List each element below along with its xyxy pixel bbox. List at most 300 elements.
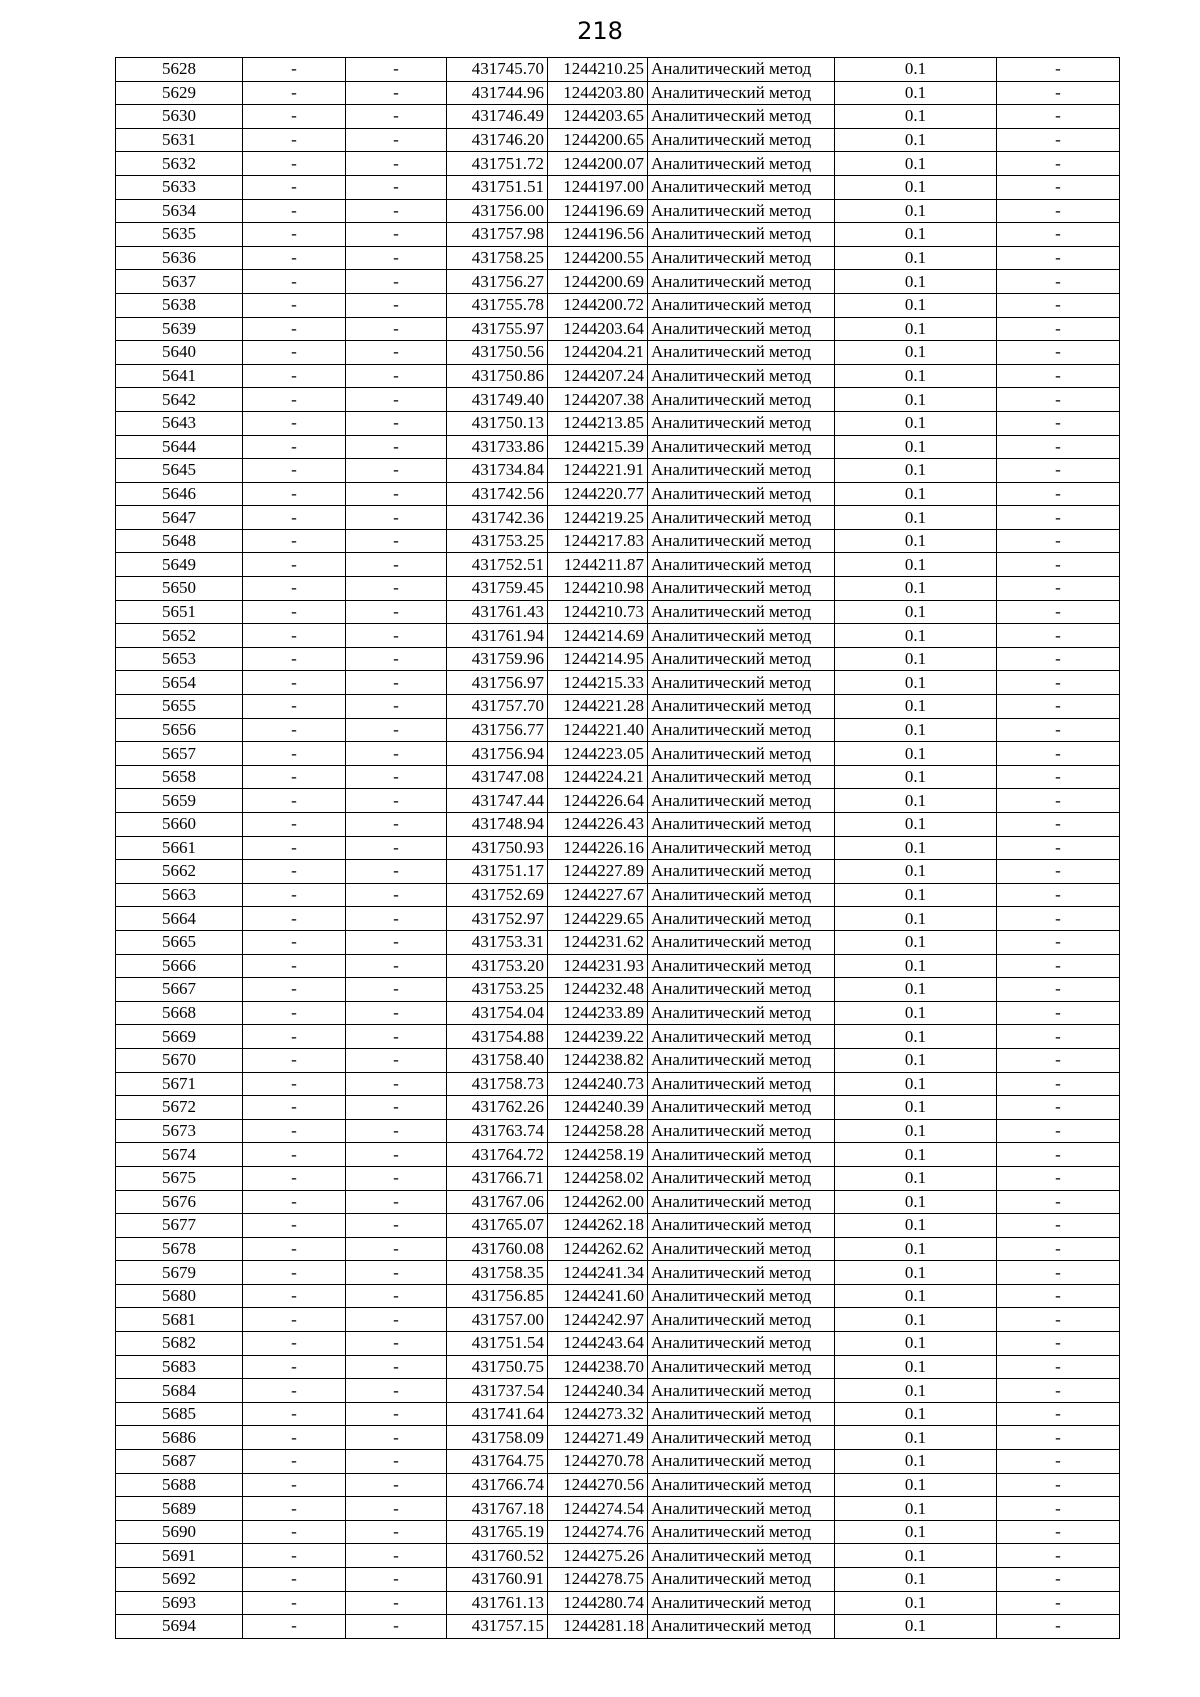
table-row <box>116 1332 1120 1356</box>
y-coordinate-cell: 1244200.69 <box>548 270 648 294</box>
accuracy-cell: 0.1 <box>835 364 997 388</box>
table-row <box>116 317 1120 341</box>
y-coordinate-cell: 1244207.24 <box>548 364 648 388</box>
empty-cell: - <box>346 364 447 388</box>
accuracy-cell: 0.1 <box>835 1473 997 1497</box>
table-row <box>116 1520 1120 1544</box>
accuracy-cell: 0.1 <box>835 1048 997 1072</box>
point-number-cell: 5693 <box>116 1591 243 1615</box>
point-number-cell: 5628 <box>116 58 243 82</box>
x-coordinate-cell: 431761.94 <box>447 624 548 648</box>
method-cell: Аналитический метод <box>648 388 835 412</box>
point-number-cell: 5655 <box>116 695 243 719</box>
empty-cell: - <box>243 1450 346 1474</box>
method-cell: Аналитический метод <box>648 647 835 671</box>
y-coordinate-cell: 1244231.93 <box>548 954 648 978</box>
x-coordinate-cell: 431747.08 <box>447 765 548 789</box>
x-coordinate-cell: 431752.69 <box>447 883 548 907</box>
empty-cell: - <box>346 223 447 247</box>
empty-cell: - <box>346 1426 447 1450</box>
empty-cell: - <box>243 175 346 199</box>
empty-cell: - <box>346 860 447 884</box>
empty-cell: - <box>997 317 1120 341</box>
empty-cell: - <box>243 695 346 719</box>
y-coordinate-cell: 1244200.65 <box>548 128 648 152</box>
point-number-cell: 5694 <box>116 1615 243 1639</box>
x-coordinate-cell: 431750.56 <box>447 341 548 365</box>
empty-cell: - <box>243 1473 346 1497</box>
table-row <box>116 1308 1120 1332</box>
y-coordinate-cell: 1244226.16 <box>548 836 648 860</box>
x-coordinate-cell: 431747.44 <box>447 789 548 813</box>
table-row <box>116 553 1120 577</box>
table-row <box>116 341 1120 365</box>
accuracy-cell: 0.1 <box>835 883 997 907</box>
empty-cell: - <box>346 435 447 459</box>
x-coordinate-cell: 431753.25 <box>447 529 548 553</box>
y-coordinate-cell: 1244200.07 <box>548 152 648 176</box>
method-cell: Аналитический метод <box>648 1143 835 1167</box>
table-row <box>116 954 1120 978</box>
empty-cell: - <box>997 1190 1120 1214</box>
y-coordinate-cell: 1244213.85 <box>548 411 648 435</box>
empty-cell: - <box>243 600 346 624</box>
x-coordinate-cell: 431766.71 <box>447 1166 548 1190</box>
table-row <box>116 765 1120 789</box>
method-cell: Аналитический метод <box>648 1048 835 1072</box>
method-cell: Аналитический метод <box>648 695 835 719</box>
accuracy-cell: 0.1 <box>835 742 997 766</box>
empty-cell: - <box>346 270 447 294</box>
empty-cell: - <box>243 1402 346 1426</box>
x-coordinate-cell: 431742.36 <box>447 506 548 530</box>
empty-cell: - <box>346 1143 447 1167</box>
coordinates-table <box>115 57 1120 1639</box>
empty-cell: - <box>243 435 346 459</box>
accuracy-cell: 0.1 <box>835 1119 997 1143</box>
empty-cell: - <box>243 1048 346 1072</box>
empty-cell: - <box>997 907 1120 931</box>
empty-cell: - <box>346 671 447 695</box>
method-cell: Аналитический метод <box>648 317 835 341</box>
y-coordinate-cell: 1244232.48 <box>548 978 648 1002</box>
x-coordinate-cell: 431741.64 <box>447 1402 548 1426</box>
empty-cell: - <box>243 930 346 954</box>
method-cell: Аналитический метод <box>648 1379 835 1403</box>
accuracy-cell: 0.1 <box>835 341 997 365</box>
empty-cell: - <box>346 1048 447 1072</box>
empty-cell: - <box>997 577 1120 601</box>
y-coordinate-cell: 1244270.78 <box>548 1450 648 1474</box>
y-coordinate-cell: 1244243.64 <box>548 1332 648 1356</box>
table-row <box>116 789 1120 813</box>
point-number-cell: 5686 <box>116 1426 243 1450</box>
point-number-cell: 5644 <box>116 435 243 459</box>
x-coordinate-cell: 431750.13 <box>447 411 548 435</box>
empty-cell: - <box>997 1355 1120 1379</box>
y-coordinate-cell: 1244233.89 <box>548 1001 648 1025</box>
y-coordinate-cell: 1244203.80 <box>548 81 648 105</box>
empty-cell: - <box>346 1568 447 1592</box>
empty-cell: - <box>346 954 447 978</box>
x-coordinate-cell: 431753.31 <box>447 930 548 954</box>
empty-cell: - <box>346 1615 447 1639</box>
y-coordinate-cell: 1244210.98 <box>548 577 648 601</box>
empty-cell: - <box>997 930 1120 954</box>
empty-cell: - <box>997 293 1120 317</box>
y-coordinate-cell: 1244204.21 <box>548 341 648 365</box>
accuracy-cell: 0.1 <box>835 411 997 435</box>
x-coordinate-cell: 431751.51 <box>447 175 548 199</box>
point-number-cell: 5633 <box>116 175 243 199</box>
table-row <box>116 1426 1120 1450</box>
method-cell: Аналитический метод <box>648 1473 835 1497</box>
empty-cell: - <box>243 1214 346 1238</box>
y-coordinate-cell: 1244231.62 <box>548 930 648 954</box>
point-number-cell: 5666 <box>116 954 243 978</box>
empty-cell: - <box>997 1402 1120 1426</box>
x-coordinate-cell: 431766.74 <box>447 1473 548 1497</box>
empty-cell: - <box>346 718 447 742</box>
method-cell: Аналитический метод <box>648 1025 835 1049</box>
x-coordinate-cell: 431745.70 <box>447 58 548 82</box>
empty-cell: - <box>997 671 1120 695</box>
y-coordinate-cell: 1244224.21 <box>548 765 648 789</box>
y-coordinate-cell: 1244217.83 <box>548 529 648 553</box>
empty-cell: - <box>997 1591 1120 1615</box>
y-coordinate-cell: 1244203.65 <box>548 105 648 129</box>
empty-cell: - <box>997 1379 1120 1403</box>
empty-cell: - <box>243 1615 346 1639</box>
empty-cell: - <box>346 246 447 270</box>
empty-cell: - <box>346 1332 447 1356</box>
accuracy-cell: 0.1 <box>835 1402 997 1426</box>
table-row <box>116 388 1120 412</box>
x-coordinate-cell: 431750.75 <box>447 1355 548 1379</box>
x-coordinate-cell: 431760.91 <box>447 1568 548 1592</box>
accuracy-cell: 0.1 <box>835 907 997 931</box>
y-coordinate-cell: 1244238.70 <box>548 1355 648 1379</box>
y-coordinate-cell: 1244227.89 <box>548 860 648 884</box>
point-number-cell: 5646 <box>116 482 243 506</box>
empty-cell: - <box>997 529 1120 553</box>
empty-cell: - <box>243 1143 346 1167</box>
empty-cell: - <box>346 529 447 553</box>
table-row <box>116 624 1120 648</box>
x-coordinate-cell: 431749.40 <box>447 388 548 412</box>
point-number-cell: 5660 <box>116 813 243 837</box>
empty-cell: - <box>997 411 1120 435</box>
accuracy-cell: 0.1 <box>835 1379 997 1403</box>
point-number-cell: 5664 <box>116 907 243 931</box>
empty-cell: - <box>997 1237 1120 1261</box>
y-coordinate-cell: 1244215.33 <box>548 671 648 695</box>
method-cell: Аналитический метод <box>648 1308 835 1332</box>
table-row <box>116 1237 1120 1261</box>
method-cell: Аналитический метод <box>648 435 835 459</box>
x-coordinate-cell: 431758.40 <box>447 1048 548 1072</box>
empty-cell: - <box>243 411 346 435</box>
empty-cell: - <box>243 388 346 412</box>
y-coordinate-cell: 1244274.76 <box>548 1520 648 1544</box>
method-cell: Аналитический метод <box>648 836 835 860</box>
accuracy-cell: 0.1 <box>835 600 997 624</box>
table-row <box>116 506 1120 530</box>
accuracy-cell: 0.1 <box>835 1214 997 1238</box>
empty-cell: - <box>243 317 346 341</box>
empty-cell: - <box>243 1001 346 1025</box>
table-row <box>116 58 1120 82</box>
empty-cell: - <box>346 1237 447 1261</box>
empty-cell: - <box>346 836 447 860</box>
x-coordinate-cell: 431765.19 <box>447 1520 548 1544</box>
y-coordinate-cell: 1244278.75 <box>548 1568 648 1592</box>
y-coordinate-cell: 1244196.56 <box>548 223 648 247</box>
point-number-cell: 5670 <box>116 1048 243 1072</box>
empty-cell: - <box>346 813 447 837</box>
coordinates-table-body <box>116 58 1120 1639</box>
empty-cell: - <box>243 836 346 860</box>
empty-cell: - <box>997 152 1120 176</box>
empty-cell: - <box>243 789 346 813</box>
x-coordinate-cell: 431761.43 <box>447 600 548 624</box>
empty-cell: - <box>997 789 1120 813</box>
accuracy-cell: 0.1 <box>835 293 997 317</box>
method-cell: Аналитический метод <box>648 1284 835 1308</box>
empty-cell: - <box>346 1214 447 1238</box>
empty-cell: - <box>346 577 447 601</box>
accuracy-cell: 0.1 <box>835 81 997 105</box>
method-cell: Аналитический метод <box>648 553 835 577</box>
table-row <box>116 883 1120 907</box>
x-coordinate-cell: 431754.04 <box>447 1001 548 1025</box>
y-coordinate-cell: 1244262.62 <box>548 1237 648 1261</box>
table-row <box>116 1379 1120 1403</box>
empty-cell: - <box>243 482 346 506</box>
empty-cell: - <box>346 1190 447 1214</box>
empty-cell: - <box>243 341 346 365</box>
table-row <box>116 978 1120 1002</box>
y-coordinate-cell: 1244239.22 <box>548 1025 648 1049</box>
method-cell: Аналитический метод <box>648 482 835 506</box>
empty-cell: - <box>346 152 447 176</box>
point-number-cell: 5679 <box>116 1261 243 1285</box>
method-cell: Аналитический метод <box>648 529 835 553</box>
point-number-cell: 5653 <box>116 647 243 671</box>
empty-cell: - <box>346 1497 447 1521</box>
empty-cell: - <box>346 930 447 954</box>
empty-cell: - <box>346 789 447 813</box>
method-cell: Аналитический метод <box>648 128 835 152</box>
method-cell: Аналитический метод <box>648 1591 835 1615</box>
empty-cell: - <box>243 199 346 223</box>
accuracy-cell: 0.1 <box>835 624 997 648</box>
point-number-cell: 5635 <box>116 223 243 247</box>
empty-cell: - <box>243 1096 346 1120</box>
empty-cell: - <box>346 293 447 317</box>
x-coordinate-cell: 431734.84 <box>447 459 548 483</box>
accuracy-cell: 0.1 <box>835 246 997 270</box>
point-number-cell: 5677 <box>116 1214 243 1238</box>
accuracy-cell: 0.1 <box>835 836 997 860</box>
y-coordinate-cell: 1244240.73 <box>548 1072 648 1096</box>
y-coordinate-cell: 1244273.32 <box>548 1402 648 1426</box>
point-number-cell: 5659 <box>116 789 243 813</box>
method-cell: Аналитический метод <box>648 175 835 199</box>
y-coordinate-cell: 1244258.02 <box>548 1166 648 1190</box>
empty-cell: - <box>243 1261 346 1285</box>
empty-cell: - <box>346 1520 447 1544</box>
empty-cell: - <box>997 1450 1120 1474</box>
point-number-cell: 5634 <box>116 199 243 223</box>
table-row <box>116 435 1120 459</box>
empty-cell: - <box>997 1166 1120 1190</box>
x-coordinate-cell: 431733.86 <box>447 435 548 459</box>
point-number-cell: 5674 <box>116 1143 243 1167</box>
x-coordinate-cell: 431756.97 <box>447 671 548 695</box>
empty-cell: - <box>997 1143 1120 1167</box>
empty-cell: - <box>346 978 447 1002</box>
empty-cell: - <box>997 175 1120 199</box>
empty-cell: - <box>243 506 346 530</box>
point-number-cell: 5667 <box>116 978 243 1002</box>
x-coordinate-cell: 431760.08 <box>447 1237 548 1261</box>
method-cell: Аналитический метод <box>648 742 835 766</box>
point-number-cell: 5665 <box>116 930 243 954</box>
method-cell: Аналитический метод <box>648 1402 835 1426</box>
empty-cell: - <box>997 1544 1120 1568</box>
accuracy-cell: 0.1 <box>835 1332 997 1356</box>
empty-cell: - <box>997 364 1120 388</box>
point-number-cell: 5673 <box>116 1119 243 1143</box>
empty-cell: - <box>997 1473 1120 1497</box>
accuracy-cell: 0.1 <box>835 1284 997 1308</box>
point-number-cell: 5672 <box>116 1096 243 1120</box>
empty-cell: - <box>346 506 447 530</box>
accuracy-cell: 0.1 <box>835 105 997 129</box>
x-coordinate-cell: 431750.93 <box>447 836 548 860</box>
empty-cell: - <box>243 293 346 317</box>
accuracy-cell: 0.1 <box>835 1355 997 1379</box>
point-number-cell: 5671 <box>116 1072 243 1096</box>
point-number-cell: 5685 <box>116 1402 243 1426</box>
accuracy-cell: 0.1 <box>835 1544 997 1568</box>
method-cell: Аналитический метод <box>648 1520 835 1544</box>
table-row <box>116 1214 1120 1238</box>
method-cell: Аналитический метод <box>648 411 835 435</box>
method-cell: Аналитический метод <box>648 978 835 1002</box>
accuracy-cell: 0.1 <box>835 695 997 719</box>
empty-cell: - <box>997 860 1120 884</box>
empty-cell: - <box>243 1497 346 1521</box>
method-cell: Аналитический метод <box>648 813 835 837</box>
empty-cell: - <box>346 341 447 365</box>
y-coordinate-cell: 1244196.69 <box>548 199 648 223</box>
x-coordinate-cell: 431753.25 <box>447 978 548 1002</box>
point-number-cell: 5691 <box>116 1544 243 1568</box>
empty-cell: - <box>243 553 346 577</box>
x-coordinate-cell: 431757.70 <box>447 695 548 719</box>
accuracy-cell: 0.1 <box>835 789 997 813</box>
table-row <box>116 1355 1120 1379</box>
accuracy-cell: 0.1 <box>835 860 997 884</box>
point-number-cell: 5662 <box>116 860 243 884</box>
empty-cell: - <box>997 128 1120 152</box>
empty-cell: - <box>243 1025 346 1049</box>
empty-cell: - <box>997 1332 1120 1356</box>
x-coordinate-cell: 431737.54 <box>447 1379 548 1403</box>
accuracy-cell: 0.1 <box>835 1520 997 1544</box>
y-coordinate-cell: 1244221.40 <box>548 718 648 742</box>
method-cell: Аналитический метод <box>648 1568 835 1592</box>
empty-cell: - <box>243 58 346 82</box>
accuracy-cell: 0.1 <box>835 1143 997 1167</box>
y-coordinate-cell: 1244197.00 <box>548 175 648 199</box>
method-cell: Аналитический метод <box>648 577 835 601</box>
accuracy-cell: 0.1 <box>835 175 997 199</box>
point-number-cell: 5637 <box>116 270 243 294</box>
method-cell: Аналитический метод <box>648 718 835 742</box>
point-number-cell: 5681 <box>116 1308 243 1332</box>
accuracy-cell: 0.1 <box>835 1261 997 1285</box>
accuracy-cell: 0.1 <box>835 1591 997 1615</box>
method-cell: Аналитический метод <box>648 789 835 813</box>
empty-cell: - <box>243 577 346 601</box>
accuracy-cell: 0.1 <box>835 1025 997 1049</box>
table-row <box>116 246 1120 270</box>
y-coordinate-cell: 1244238.82 <box>548 1048 648 1072</box>
empty-cell: - <box>346 58 447 82</box>
empty-cell: - <box>243 624 346 648</box>
method-cell: Аналитический метод <box>648 1119 835 1143</box>
x-coordinate-cell: 431748.94 <box>447 813 548 837</box>
x-coordinate-cell: 431755.97 <box>447 317 548 341</box>
empty-cell: - <box>997 647 1120 671</box>
empty-cell: - <box>243 647 346 671</box>
x-coordinate-cell: 431764.72 <box>447 1143 548 1167</box>
method-cell: Аналитический метод <box>648 293 835 317</box>
table-row <box>116 1119 1120 1143</box>
method-cell: Аналитический метод <box>648 364 835 388</box>
table-row <box>116 577 1120 601</box>
empty-cell: - <box>346 1166 447 1190</box>
accuracy-cell: 0.1 <box>835 671 997 695</box>
empty-cell: - <box>346 1001 447 1025</box>
empty-cell: - <box>997 1001 1120 1025</box>
method-cell: Аналитический метод <box>648 81 835 105</box>
method-cell: Аналитический метод <box>648 1166 835 1190</box>
table-row <box>116 1048 1120 1072</box>
x-coordinate-cell: 431758.09 <box>447 1426 548 1450</box>
y-coordinate-cell: 1244280.74 <box>548 1591 648 1615</box>
y-coordinate-cell: 1244221.91 <box>548 459 648 483</box>
table-row <box>116 223 1120 247</box>
empty-cell: - <box>997 105 1120 129</box>
table-row <box>116 199 1120 223</box>
y-coordinate-cell: 1244210.25 <box>548 58 648 82</box>
empty-cell: - <box>997 836 1120 860</box>
y-coordinate-cell: 1244242.97 <box>548 1308 648 1332</box>
method-cell: Аналитический метод <box>648 1426 835 1450</box>
empty-cell: - <box>243 1119 346 1143</box>
empty-cell: - <box>997 978 1120 1002</box>
empty-cell: - <box>346 883 447 907</box>
point-number-cell: 5689 <box>116 1497 243 1521</box>
empty-cell: - <box>997 1615 1120 1639</box>
empty-cell: - <box>997 1096 1120 1120</box>
empty-cell: - <box>997 482 1120 506</box>
accuracy-cell: 0.1 <box>835 1096 997 1120</box>
